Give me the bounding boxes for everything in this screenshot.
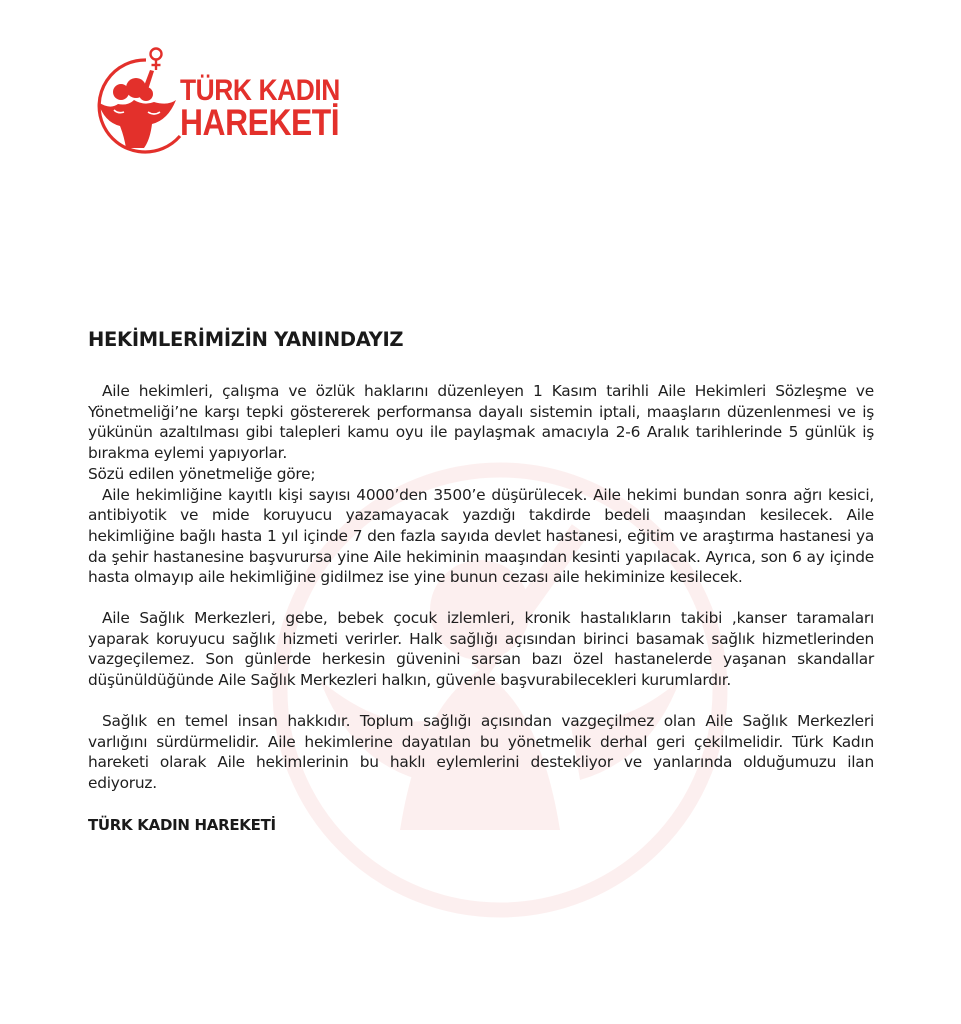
- paragraph-health-centers-text: Aile Sağlık Merkezleri, gebe, bebek çocuk izlemleri, kronik hastalıkların takibi ,kanser taramaları yaparak koruyucu sağlık hizmeti verirler. Halk sağlığı açısından birinci basamak sağlık hizmetlerinden vazgeçilemez. Son günlerde herkesin güvenini sarsan bazı özel hastanelerde yaşanan skandallar düşünüldüğünde Aile Sağlık Merkezleri halkın, güvenle başvurabilecekleri kurumlardır.: [88, 609, 874, 690]
- paragraph-health-centers: [88, 608, 874, 691]
- organization-logo: [88, 44, 358, 156]
- paragraph-regulation-lead-text: Sözü edilen yönetmeliğe göre;: [88, 464, 316, 483]
- paragraph-regulation-lead: [88, 464, 874, 485]
- press-statement: [88, 328, 874, 834]
- signature: TÜRK KADIN HAREKETİ: [88, 815, 276, 834]
- paragraph-intro-text: Aile hekimleri, çalışma ve özlük haklarını düzenleyen 1 Kasım tarihli Aile Hekimleri Sözleşme ve Yönetmeliği’ne karşı tepki göstererek performansa dayalı sistemin iptali, maaşların düzenlenmesi ve iş yükünün azaltılması gibi talepleri kamu oyu ile paylaşmak amacıyla 2-6 Aralık tarihlerinde 5 günlük iş bırakma eylemi yapıyorlar.: [88, 382, 874, 463]
- organization-name: [180, 76, 365, 141]
- paragraph-regulation-details: [88, 485, 874, 589]
- women-movement-emblem-icon: [88, 44, 188, 156]
- paragraph-conclusion-text: Sağlık en temel insan hakkıdır. Toplum sağlığı açısından vazgeçilmez olan Aile Sağlık Merkezleri varlığını sürdürmelidir. Aile hekimlerine dayatılan bu yönetmelik derhal geri çekilmelidir. Türk Kadın hareketi olarak Aile hekimlerinin bu haklı eylemlerini destekliyor ve yanlarında olduğumuzu ilan ediyoruz.: [88, 711, 874, 792]
- logo-name-line1: TÜRK KADIN: [180, 74, 340, 107]
- logo-name-line2: HAREKETİ: [180, 102, 340, 143]
- paragraph-intro: [88, 381, 874, 464]
- paragraph-spacer: [88, 691, 874, 711]
- paragraph-spacer: [88, 588, 874, 608]
- paragraph-conclusion: [88, 711, 874, 794]
- paragraph-regulation-details-text: Aile hekimliğine kayıtlı kişi sayısı 4000’den 3500’e düşürülecek. Aile hekimi bundan sonra ağrı kesici, antibiyotik ve mide koruyucu yazamayacak yazdığı takdirde bedeli maaşından kesilecek. Aile hekimliğine bağlı hasta 1 yıl içinde 7 den fazla sayıda devlet hastanesi, eğitim ve araştırma hastanesi ya da şehir hastanesine başvurursa yine Aile hekiminin maaşından kesinti yapılacak. Ayrıca, son 6 ay içinde hasta olmayıp aile hekimliğine gidilmez ise yine bunun cezası aile hekiminize kesilecek.: [88, 485, 874, 587]
- page-title: HEKİMLERİMİZİN YANINDAYIZ: [88, 328, 404, 351]
